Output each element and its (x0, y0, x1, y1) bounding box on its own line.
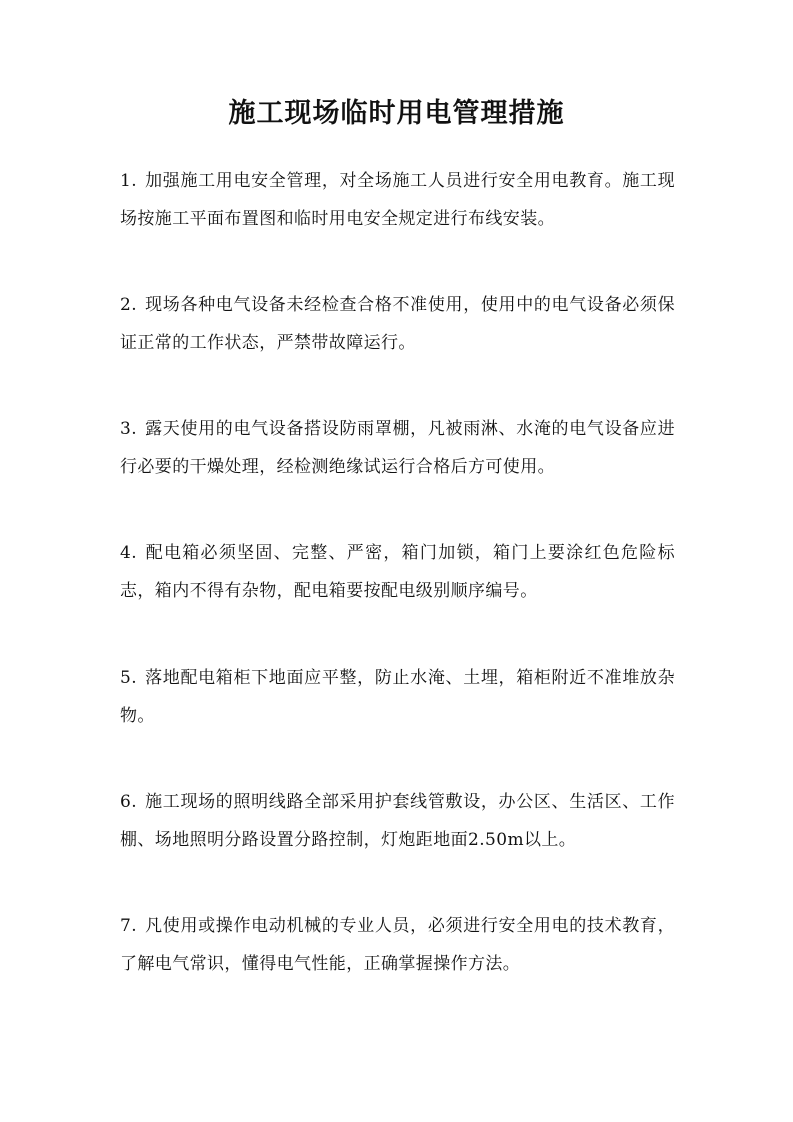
item-number: 2. (120, 295, 138, 315)
item-number: 3. (120, 419, 138, 439)
item-text: 凡使用或操作电动机械的专业人员，必须进行安全用电的技术教育，了解电气常识，懂得电气性能，正确掌握操作方法。 (120, 916, 675, 974)
list-item (120, 659, 675, 735)
list-item (120, 907, 675, 983)
item-number: 4. (120, 543, 138, 563)
document-title: 施工现场临时用电管理措施 (228, 98, 565, 129)
item-text: 露天使用的电气设备搭设防雨罩棚，凡被雨淋、水淹的电气设备应进行必要的干燥处理，经检测绝缘试运行合格后方可使用。 (120, 419, 675, 477)
item-number: 6. (120, 792, 138, 812)
list-item (120, 534, 675, 610)
item-text: 现场各种电气设备未经检查合格不准使用，使用中的电气设备必须保证正常的工作状态，严禁带故障运行。 (120, 295, 675, 353)
item-number: 5. (120, 668, 138, 688)
item-text: 落地配电箱柜下地面应平整，防止水淹、土埋，箱柜附近不准堆放杂物。 (120, 668, 675, 726)
item-text: 施工现场的照明线路全部采用护套线管敷设，办公区、生活区、工作棚、场地照明分路设置分路控制，灯炮距地面2.50m以上。 (120, 792, 675, 850)
item-text: 配电箱必须坚固、完整、严密，箱门加锁，箱门上要涂红色危险标志，箱内不得有杂物，配电箱要按配电级别顺序编号。 (120, 543, 675, 601)
list-item (120, 286, 675, 362)
list-item (120, 783, 675, 859)
list-item (120, 410, 675, 486)
list-item (120, 162, 675, 238)
item-number: 7. (120, 916, 138, 936)
item-text: 加强施工用电安全管理，对全场施工人员进行安全用电教育。施工现场按施工平面布置图和临时用电安全规定进行布线安装。 (120, 171, 675, 229)
item-number: 1. (120, 171, 138, 191)
